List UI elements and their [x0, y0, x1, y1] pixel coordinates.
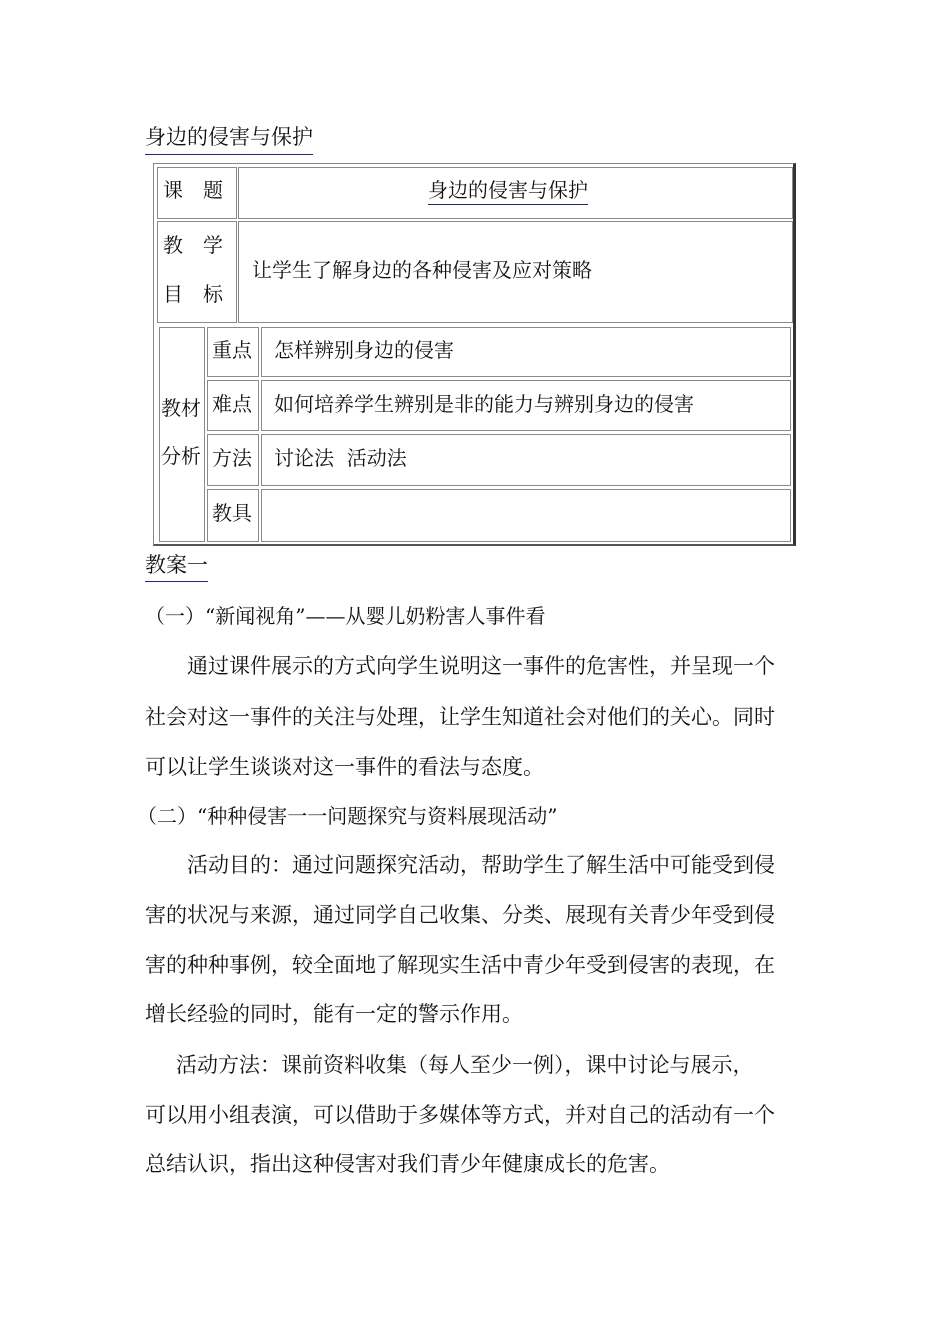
analysis-label-line2: 分析 [161, 444, 201, 468]
topic-label: 课 题 [163, 178, 223, 202]
analysis-label-cell [159, 327, 205, 542]
goal-value: 让学生了解身边的各种侵害及应对策略 [252, 258, 592, 282]
table-row-label: 重点 [212, 338, 252, 362]
topic-value: 身边的侵害与保护 [428, 178, 588, 205]
table-row-value: 如何培养学生辨别是非的能力与辨别身边的侵害 [274, 392, 694, 416]
sub-value-cell-4 [261, 489, 791, 542]
table-row-label: 教具 [212, 501, 252, 525]
paragraph-line: 可以用小组表演，可以借助于多媒体等方式，并对自己的活动有一个 [145, 1103, 775, 1127]
paragraph-line: 社会对这一事件的关注与处理，让学生知道社会对他们的关心。同时 [145, 705, 775, 729]
paragraph-line: 增长经验的同时，能有一定的警示作用。 [145, 1002, 523, 1026]
table-row-label: 方法 [212, 446, 252, 470]
paragraph-line: 可以让学生谈谈对这一事件的看法与态度。 [145, 755, 544, 779]
plan-heading: 教案一 [145, 552, 208, 582]
table-row-label: 难点 [212, 392, 252, 416]
paragraph-line: 害的种种事例，较全面地了解现实生活中青少年受到侵害的表现，在 [145, 953, 775, 977]
table-row-value: 怎样辨别身边的侵害 [274, 338, 454, 362]
goal-label-line2: 目 标 [163, 282, 223, 306]
section-heading: （二）“种种侵害一一问题探究与资料展现活动” [137, 804, 558, 828]
paragraph-line: 活动目的：通过问题探究活动，帮助学生了解生活中可能受到侵 [187, 853, 775, 877]
page-title: 身边的侵害与保护 [145, 124, 313, 155]
paragraph-line: 害的状况与来源，通过同学自己收集、分类、展现有关青少年受到侵 [145, 903, 775, 927]
analysis-label-line1: 教材 [161, 396, 201, 420]
table-row-value: 讨论法 活动法 [274, 446, 407, 470]
section-heading: （一）“新闻视角”——从婴儿奶粉害人事件看 [145, 604, 546, 628]
paragraph-line: 总结认识，指出这种侵害对我们青少年健康成长的危害。 [145, 1152, 670, 1176]
goal-label-line1: 教 学 [163, 233, 223, 257]
paragraph-line: 通过课件展示的方式向学生说明这一事件的危害性，并呈现一个 [187, 654, 775, 678]
paragraph-line: 活动方法：课前资料收集（每人至少一例），课中讨论与展示， [176, 1053, 754, 1077]
